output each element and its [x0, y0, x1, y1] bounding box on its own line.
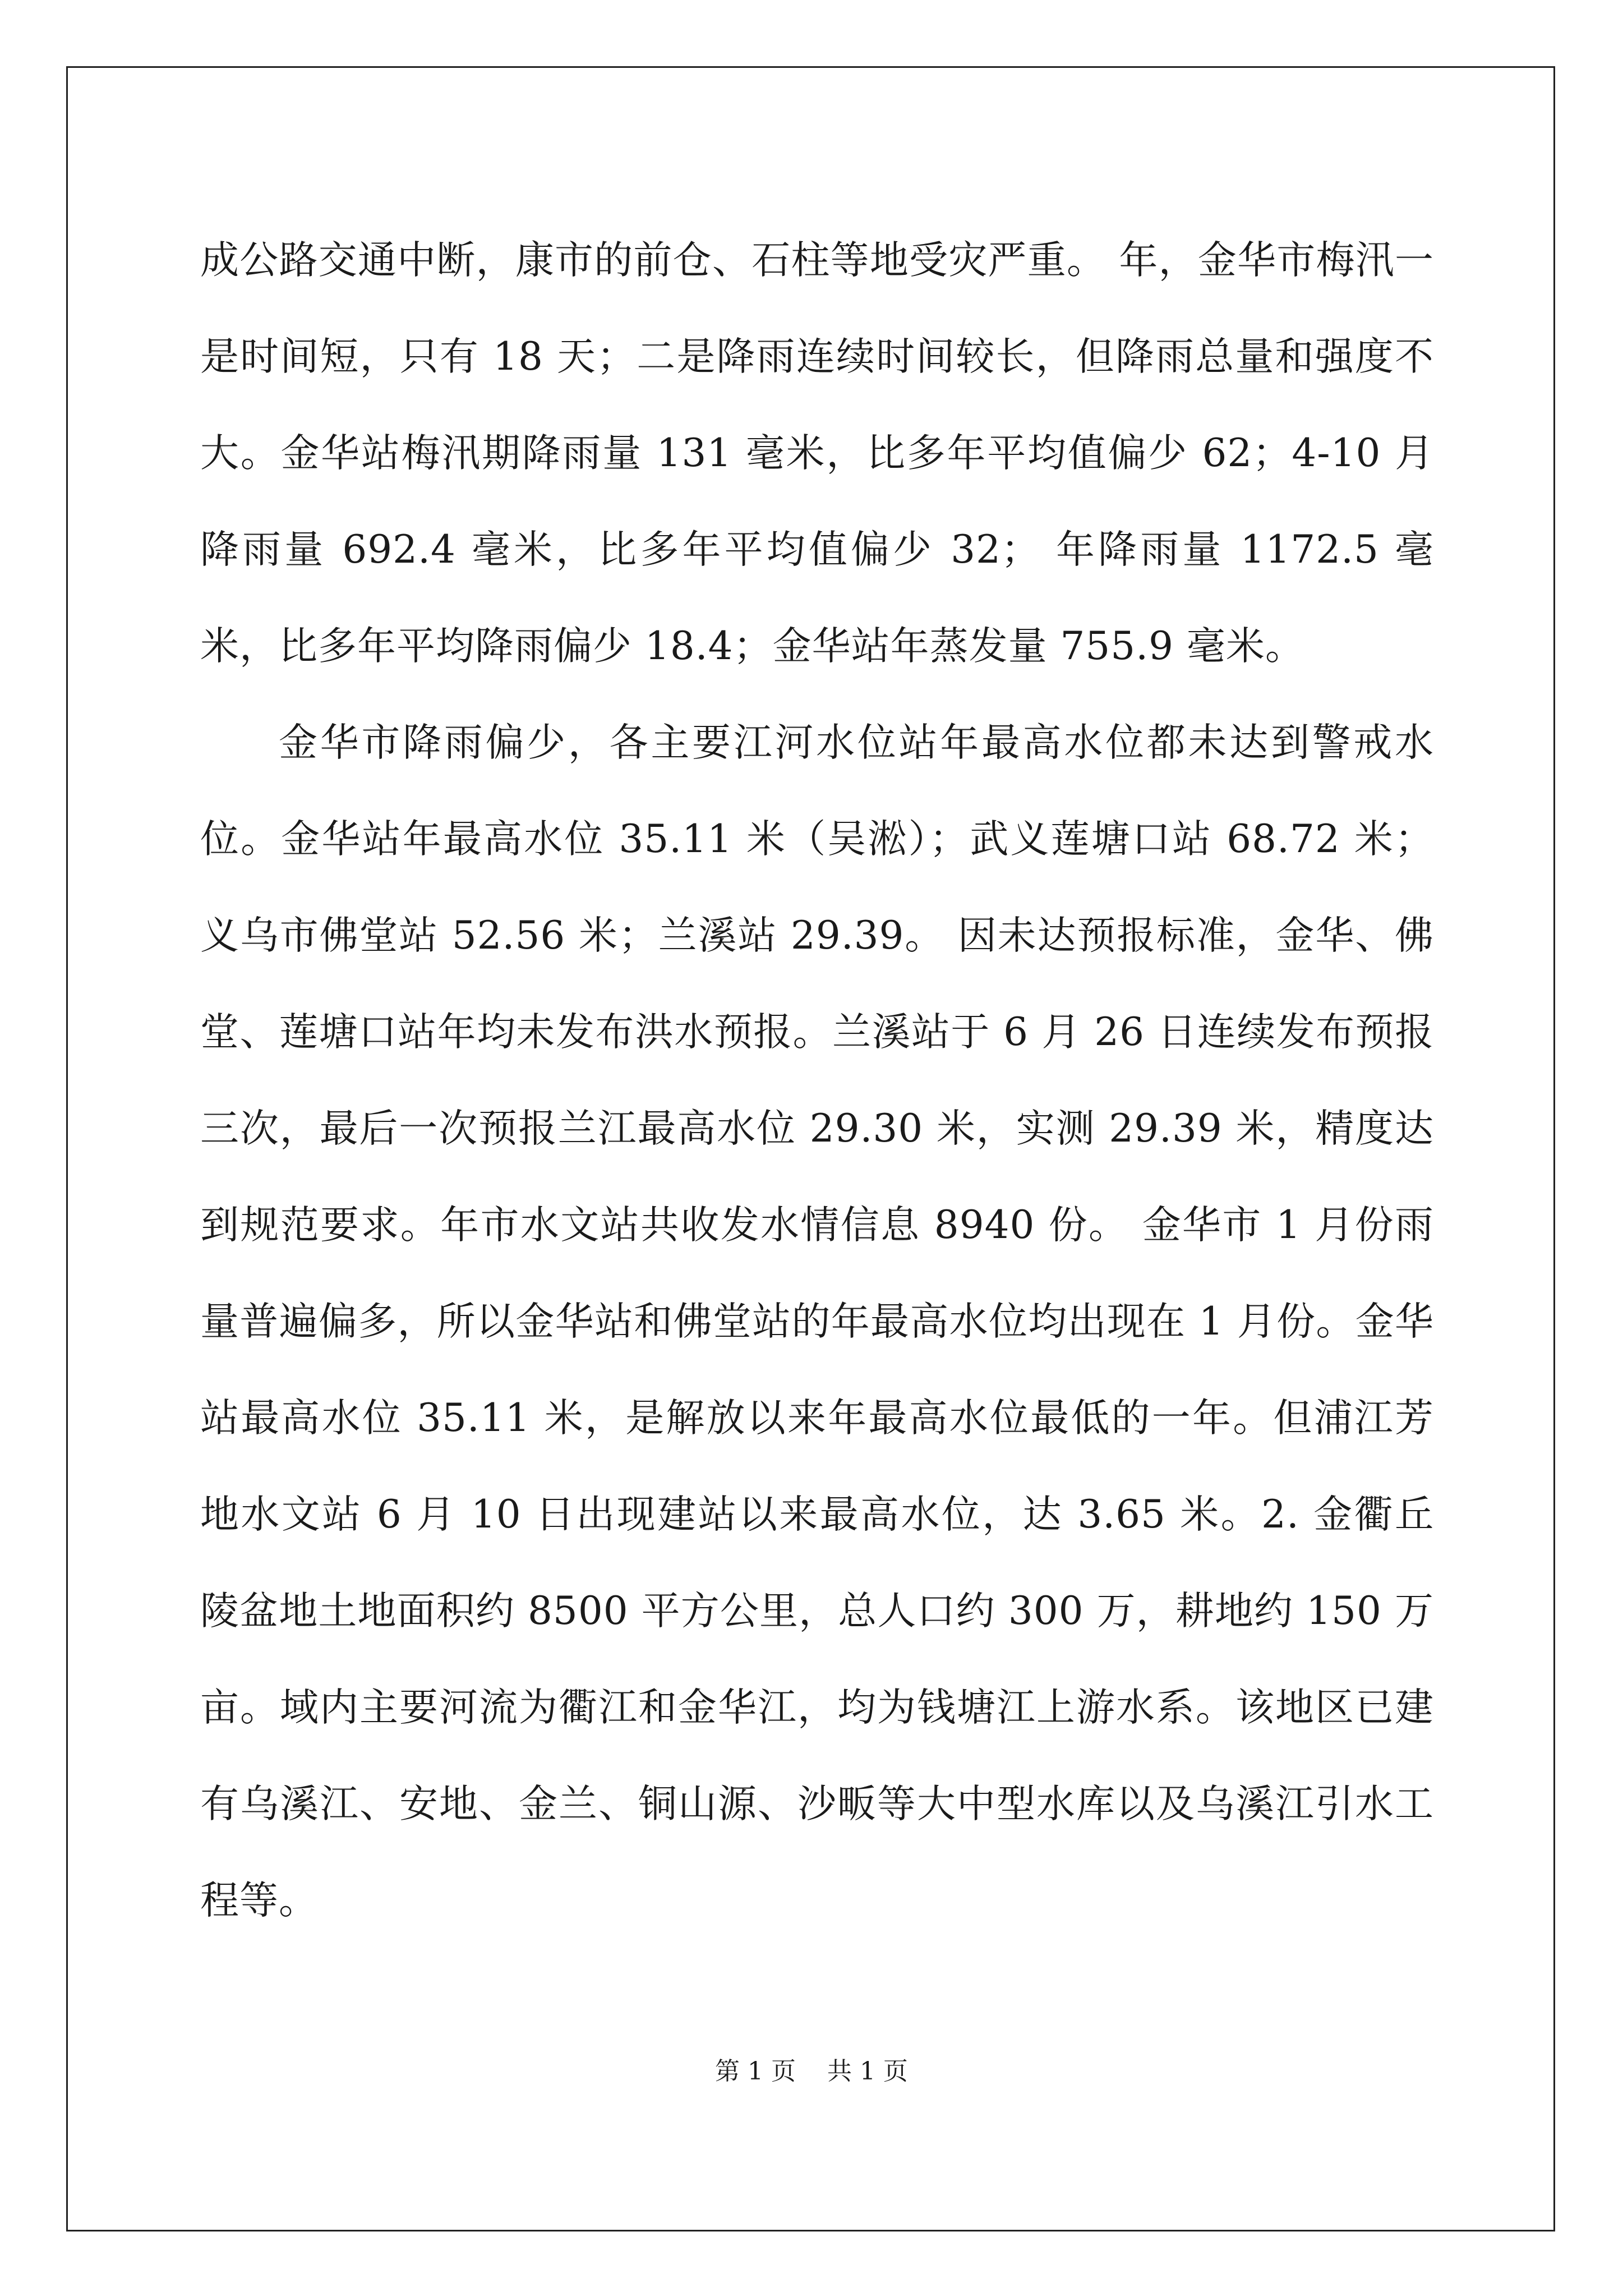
document-body: [200, 212, 1434, 1949]
page-number-footer: 第 1 页 共 1 页: [715, 2057, 908, 2086]
paragraph-2: 金华市降雨偏少，各主要江河水位站年最高水位都未达到警戒水位。金华站年最高水位 35.11 米（吴淞）；武义莲塘口站 68.72 米；义乌市佛堂站 52.56 米；兰溪站 29.39。 因未达预报标准，金华、佛堂、莲塘口站年均未发布洪水预报。兰溪站于 6 月 26 日连续发布预报三次，最后一次预报兰江最高水位 29.30 米，实测 29.39 米，精度达到规范要求。年市水文站共收发水情信息 8940 份。 金华市 1 月份雨量普遍偏多，所以金华站和佛堂站的年最高水位均出现在 1 月份。金华站最高水位 35.11 米，是解放以来年最高水位最低的一年。但浦江芳地水文站 6 月 10 日出现建站以来最高水位，达 3.65 米。2. 金衢丘陵盆地土地面积约 8500 平方公里，总人口约 300 万，耕地约 150 万亩。域内主要河流为衢江和金华江，均为钱塘江上游水系。该地区已建有乌溪江、安地、金兰、铜山源、沙畈等大中型水库以及乌溪江引水工程等。: [200, 720, 1434, 1923]
paragraph-1: 成公路交通中断，康市的前仓、石柱等地受灾严重。 年，金华市梅汛一是时间短，只有 18 天；二是降雨连续时间较长，但降雨总量和强度不大。金华站梅汛期降雨量 131 毫米，比多年平均值偏少 62；4-10 月降雨量 692.4 毫米，比多年平均值偏少 32； 年降雨量 1172.5 毫米，比多年平均降雨偏少 18.4；金华站年蒸发量 755.9 毫米。: [200, 238, 1434, 669]
